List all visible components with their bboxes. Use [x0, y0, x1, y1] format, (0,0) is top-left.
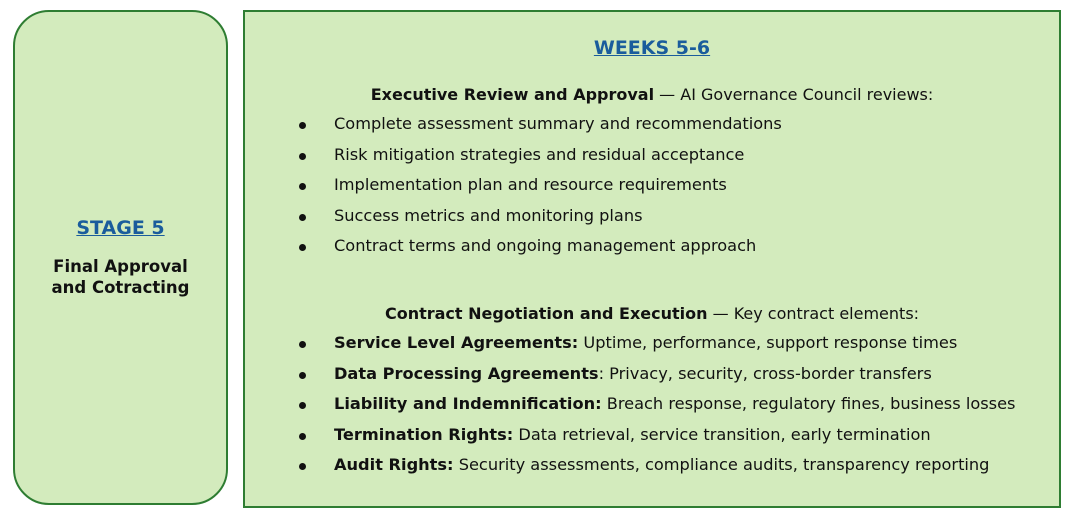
list-item-text	[334, 454, 989, 476]
contract-negotiation-heading-rest: — Key contract elements:	[707, 304, 920, 323]
list-item-text	[334, 424, 931, 446]
stage-subtitle-line1: Final Approval	[53, 257, 188, 276]
bullet-icon	[299, 244, 306, 251]
stage-panel	[13, 10, 228, 505]
contract-term-description: Uptime, performance, support response times	[578, 333, 958, 352]
bullet-icon	[299, 214, 306, 221]
list-item-text	[334, 363, 932, 385]
bullet-icon	[299, 372, 306, 379]
bullet-icon	[299, 153, 306, 160]
contract-term: Termination Rights:	[334, 424, 514, 444]
contract-term-description: : Privacy, security, cross-border transfers	[598, 363, 932, 383]
bullet-icon	[299, 463, 306, 470]
bullet-icon	[299, 183, 306, 190]
weeks-panel	[243, 10, 1061, 508]
stage-subtitle-line2: and Cotracting	[51, 278, 190, 297]
contract-term: Audit Rights:	[334, 455, 454, 474]
contract-term-description: Breach response, regulatory fines, business losses	[601, 394, 1016, 413]
contract-term: Liability and Indemnification:	[334, 394, 602, 413]
list-item-text: Success metrics and monitoring plans	[334, 205, 643, 225]
list-item-text: Risk mitigation strategies and residual acceptance	[334, 144, 745, 164]
list-item-text	[334, 332, 957, 354]
executive-review-heading-rest: — AI Governance Council reviews:	[654, 85, 934, 104]
contract-negotiation-heading-bold: Contract Negotiation and Execution	[384, 304, 708, 323]
weeks-title: WEEKS 5-6	[593, 37, 711, 59]
executive-review-heading	[245, 85, 1059, 104]
bullet-icon	[299, 122, 306, 129]
contract-term-description: Security assessments, compliance audits, transparency reporting	[453, 455, 990, 474]
bullet-icon	[299, 433, 306, 440]
contract-term-description: Data retrieval, service transition, early termination	[513, 424, 931, 444]
list-item-text: Complete assessment summary and recommendations	[334, 114, 782, 133]
list-item-text: Implementation plan and resource requirements	[334, 175, 727, 194]
list-item-text: Contract terms and ongoing management approach	[334, 236, 757, 255]
contract-negotiation-heading	[245, 304, 1059, 323]
bullet-icon	[299, 402, 306, 409]
stage-title: STAGE 5	[76, 217, 165, 239]
executive-review-heading-bold: Executive Review and Approval	[370, 85, 655, 104]
contract-term: Service Level Agreements:	[334, 333, 579, 352]
bullet-icon	[299, 341, 306, 348]
stage-subtitle	[52, 256, 190, 298]
list-item-text	[334, 393, 1015, 415]
contract-term: Data Processing Agreements	[334, 363, 599, 383]
